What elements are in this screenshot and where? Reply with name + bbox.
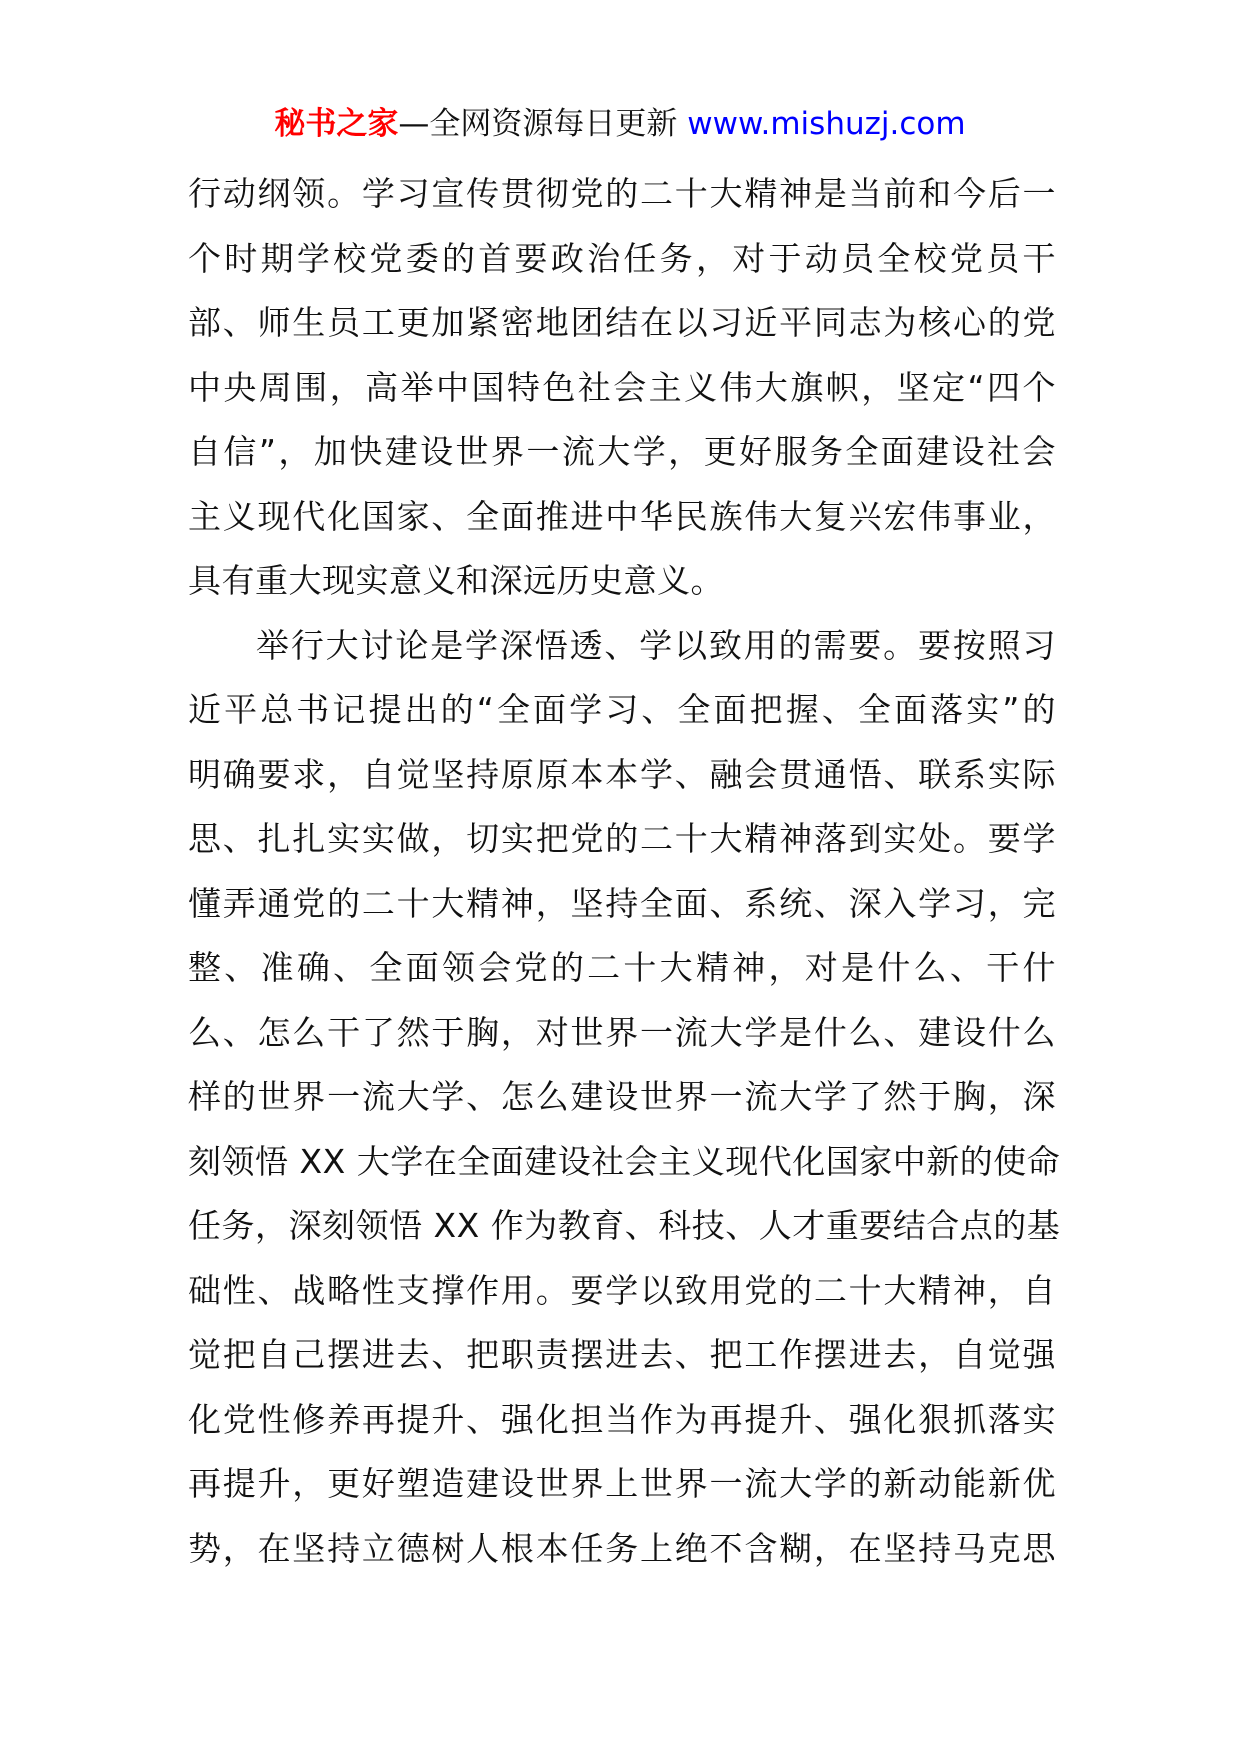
text-line: 部、师生员工更加紧密地团结在以习近平同志为核心的党 xyxy=(188,303,1056,342)
text-line: 明确要求，自觉坚持原原本本学、融会贯通悟、联系实际 xyxy=(188,754,1056,794)
text-line: 个时期学校党委的首要政治任务，对于动员全校党员干 xyxy=(188,238,1056,278)
text-line: 懂弄通党的二十大精神，坚持全面、系统、深入学习，完 xyxy=(188,883,1056,923)
text-line: 整、准确、全面领会党的二十大精神，对是什么、干什 xyxy=(188,948,1056,987)
text-line: 样的世界一流大学、怎么建设世界一流大学了然于胸，深 xyxy=(188,1077,1056,1116)
text-line: 中央周围，高举中国特色社会主义伟大旗帜，坚定“四个 xyxy=(188,367,1056,407)
text-line: 近平总书记提出的“全面学习、全面把握、全面落实”的 xyxy=(188,690,1056,729)
text-line: 自信”，加快建设世界一流大学，更好服务全面建设社会 xyxy=(188,432,1056,471)
site-url-link[interactable]: www.mishuzj.com xyxy=(687,106,966,142)
text-line: 思、扎扎实实做，切实把党的二十大精神落到实处。要学 xyxy=(188,819,1056,858)
page-header xyxy=(0,104,1240,144)
paragraph-start-line: 举行大讨论是学深悟透、学以致用的需要。要按照习 xyxy=(256,625,1056,665)
site-tagline: —全网资源每日更新 xyxy=(398,106,678,142)
document-body xyxy=(188,162,1061,1581)
text-line: 行动纲领。学习宣传贯彻党的二十大精神是当前和今后一 xyxy=(188,174,1056,213)
site-brand: 秘书之家 xyxy=(274,106,399,142)
text-line: 势，在坚持立德树人根本任务上绝不含糊，在坚持马克思 xyxy=(188,1528,1056,1568)
text-line: 任务，深刻领悟 XX 作为教育、科技、人才重要结合点的基 xyxy=(188,1206,1061,1245)
text-line: 具有重大现实意义和深远历史意义。 xyxy=(188,561,724,600)
text-line: 么、怎么干了然于胸，对世界一流大学是什么、建设什么 xyxy=(188,1012,1056,1052)
text-line: 再提升，更好塑造建设世界上世界一流大学的新动能新优 xyxy=(188,1464,1056,1503)
text-line: 主义现代化国家、全面推进中华民族伟大复兴宏伟事业， xyxy=(188,496,1056,536)
text-line: 觉把自己摆进去、把职责摆进去、把工作摆进去，自觉强 xyxy=(188,1335,1056,1374)
text-line: 化党性修养再提升、强化担当作为再提升、强化狠抓落实 xyxy=(188,1399,1056,1439)
text-line: 础性、战略性支撑作用。要学以致用党的二十大精神，自 xyxy=(188,1270,1056,1310)
text-line: 刻领悟 XX 大学在全面建设社会主义现代化国家中新的使命 xyxy=(188,1141,1061,1181)
